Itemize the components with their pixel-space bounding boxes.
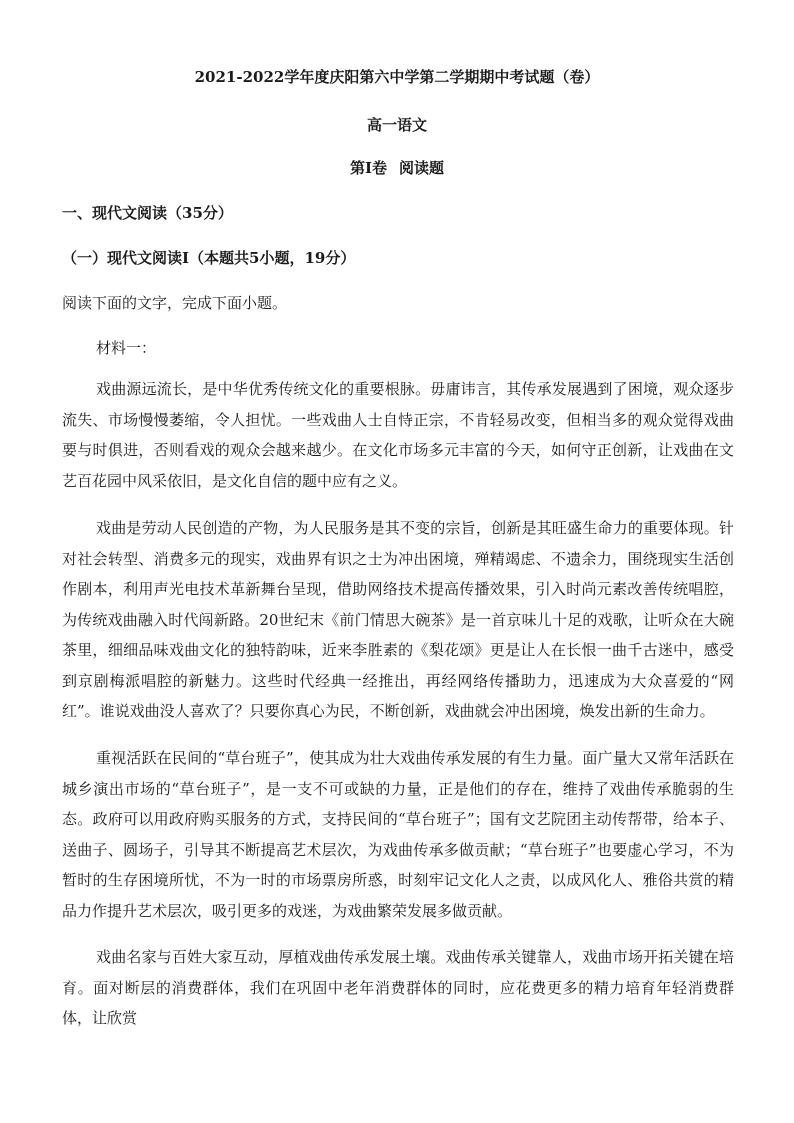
- part-label: 第Ⅰ卷: [349, 159, 387, 177]
- paragraph: 戏曲名家与百姓大家互动，厚植戏曲传承发展土壤。戏曲传承关键靠人，戏曲市场开拓关键在培育。面对断层的消费群体，我们在巩固中老年消费群体的同时，应花费更多的精力培育年轻消费群体，让欣赏: [62, 948, 734, 1027]
- reading-instruction: 阅读下面的文字，完成下面小题。: [62, 294, 288, 312]
- sub-heading: （一）现代文阅读Ⅰ（本题共5小题，19分）: [62, 249, 356, 267]
- part-title: [0, 157, 794, 178]
- section-heading: 一、现代文阅读（35分）: [62, 204, 233, 222]
- material-label: 材料一：: [96, 339, 157, 357]
- part-name: 阅读题: [399, 159, 445, 177]
- subject-title: 高一语文: [366, 116, 427, 134]
- paragraph: 重视活跃在民间的“草台班子”，使其成为壮大戏曲传承发展的有生力量。面广量大又常年活跃在城乡演出市场的“草台班子”，是一支不可或缺的力量，正是他们的存在，维持了戏曲传承脆弱的生态。政府可以用政府购买服务的方式，支持民间的“草台班子”；国有文艺院团主动传帮带，给本子、送曲子、圆场子，引导其不断提高艺术层次，为戏曲传承多做贡献；“草台班子”也要虚心学习，不为暂时的生存困境所忧，不为一时的市场票房所惑，时刻牢记文化人之责，以成风化人、雅俗共赏的精品力作提升艺术层次，吸引更多的戏迷，为戏曲繁荣发展多做贡献。: [62, 749, 734, 920]
- paragraph: 戏曲源远流长，是中华优秀传统文化的重要根脉。毋庸讳言，其传承发展遇到了困境，观众逐步流失、市场慢慢萎缩，令人担忧。一些戏曲人士自恃正宗，不肯轻易改变，但相当多的观众觉得戏曲要与时俱进，否则看戏的观众会越来越少。在文化市场多元丰富的今天，如何守正创新，让戏曲在文艺百花园中风采依旧，是文化自信的题中应有之义。: [62, 380, 734, 490]
- exam-title: 2021-2022学年度庆阳第六中学第二学期期中考试题（卷）: [194, 68, 600, 86]
- paragraph: 戏曲是劳动人民创造的产物，为人民服务是其不变的宗旨，创新是其旺盛生命力的重要体现。针对社会转型、消费多元的现实，戏曲界有识之士为冲出困境，殚精竭虑、不遗余力，围绕现实生活创作剧本，利用声光电技术革新舞台呈现，借助网络技术提高传播效果，引入时尚元素改善传统唱腔，为传统戏曲融入时代闯新路。20世纪末《前门情思大碗茶》是一首京味儿十足的戏歌，让听众在大碗茶里，细细品味戏曲文化的独特韵味，近来李胜素的《梨花颂》更是让人在长恨一曲千古迷中，感受到京剧梅派唱腔的新魅力。这些时代经典一经推出，再经网络传播助力，迅速成为大众喜爱的“网红”。谁说戏曲没人喜欢了？只要你真心为民，不断创新，戏曲就会冲出困境，焕发出新的生命力。: [62, 519, 734, 720]
